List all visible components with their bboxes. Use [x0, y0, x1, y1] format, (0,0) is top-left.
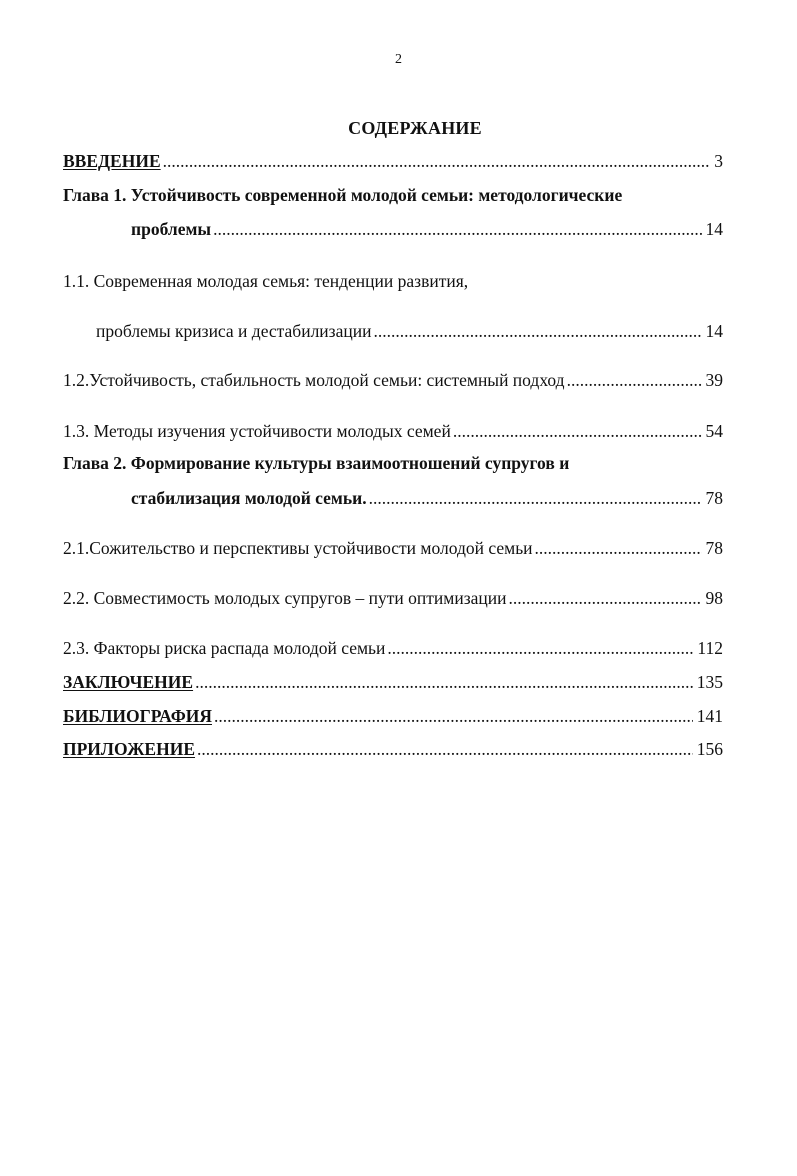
toc-page-number: 112	[697, 638, 723, 658]
toc-entry-label: ЗАКЛЮЧЕНИЕ	[63, 672, 194, 692]
toc-entry-label: стабилизация молодой семьи.	[131, 488, 367, 508]
toc-page-number: 135	[696, 672, 723, 692]
toc-page-number: 54	[705, 421, 723, 441]
toc-leader-dots	[535, 537, 702, 559]
toc-leader-dots	[213, 218, 701, 240]
toc-leader-dots	[163, 150, 711, 172]
toc-entry-label: 2.1.Сожительство и перспективы устойчивости молодой семьи	[63, 538, 533, 558]
toc-entry-label: ВВЕДЕНИЕ	[63, 151, 161, 171]
toc-entry-section-2-3[interactable]	[63, 637, 723, 659]
toc-entry-label: БИБЛИОГРАФИЯ	[63, 706, 212, 726]
toc-entry-conclusion[interactable]	[63, 671, 723, 693]
toc-entry-chapter2[interactable]	[131, 487, 723, 509]
toc-page-number: 39	[705, 370, 723, 390]
toc-leader-dots	[197, 738, 693, 760]
toc-page-number: 14	[705, 219, 723, 239]
toc-page-number: 3	[714, 151, 723, 171]
toc-page-number: 78	[705, 538, 723, 558]
toc-entry-label: ПРИЛОЖЕНИЕ	[63, 739, 196, 759]
toc-page-number: 78	[705, 488, 723, 508]
toc-entry-introduction[interactable]	[63, 150, 723, 172]
toc-entry-label: 1.3. Методы изучения устойчивости молодых семей	[63, 421, 451, 441]
toc-leader-dots	[369, 487, 702, 509]
toc-entry-section-2-1[interactable]	[63, 537, 723, 559]
toc-entry-chapter2-line1[interactable]	[63, 452, 569, 474]
toc-title: СОДЕРЖАНИЕ	[348, 118, 482, 138]
toc-entry-section-1-1[interactable]	[96, 320, 723, 342]
toc-leader-dots	[453, 420, 702, 442]
toc-entry-section-2-2[interactable]	[63, 587, 723, 609]
toc-entry-appendix[interactable]	[63, 738, 723, 760]
toc-entry-label: Глава 2. Формирование культуры взаимоотношений супругов и	[63, 453, 570, 473]
toc-entry-chapter1-line1[interactable]	[63, 184, 622, 206]
toc-leader-dots	[387, 637, 693, 659]
toc-entry-bibliography[interactable]	[63, 705, 723, 727]
toc-leader-dots	[567, 369, 702, 391]
toc-entry-section-1-1-line1[interactable]	[63, 270, 468, 292]
toc-entry-label: Глава 1. Устойчивость современной молодой семьи: методологические	[63, 185, 623, 205]
toc-leader-dots	[508, 587, 701, 609]
toc-page-number: 156	[696, 739, 723, 759]
toc-entry-label: 1.2.Устойчивость, стабильность молодой семьи: системный подход	[63, 370, 565, 390]
toc-entry-label: проблемы	[131, 219, 212, 239]
toc-entry-section-1-2[interactable]	[63, 369, 723, 391]
toc-entry-section-1-3[interactable]	[63, 420, 723, 442]
toc-page-number: 98	[705, 588, 723, 608]
toc-page-number: 14	[705, 321, 723, 341]
toc-entry-label: 2.3. Факторы риска распада молодой семьи	[63, 638, 386, 658]
toc-entry-label: 2.2. Совместимость молодых супругов – пути оптимизации	[63, 588, 507, 608]
toc-leader-dots	[214, 705, 693, 727]
page-number: 2	[395, 52, 402, 67]
toc-leader-dots	[373, 320, 701, 342]
toc-entry-label: 1.1. Современная молодая семья: тенденции развития,	[63, 271, 469, 291]
toc-entry-label: проблемы кризиса и дестабилизации	[96, 321, 372, 341]
toc-entry-chapter1[interactable]	[131, 218, 723, 240]
toc-leader-dots	[195, 671, 693, 693]
toc-page-number: 141	[696, 706, 723, 726]
